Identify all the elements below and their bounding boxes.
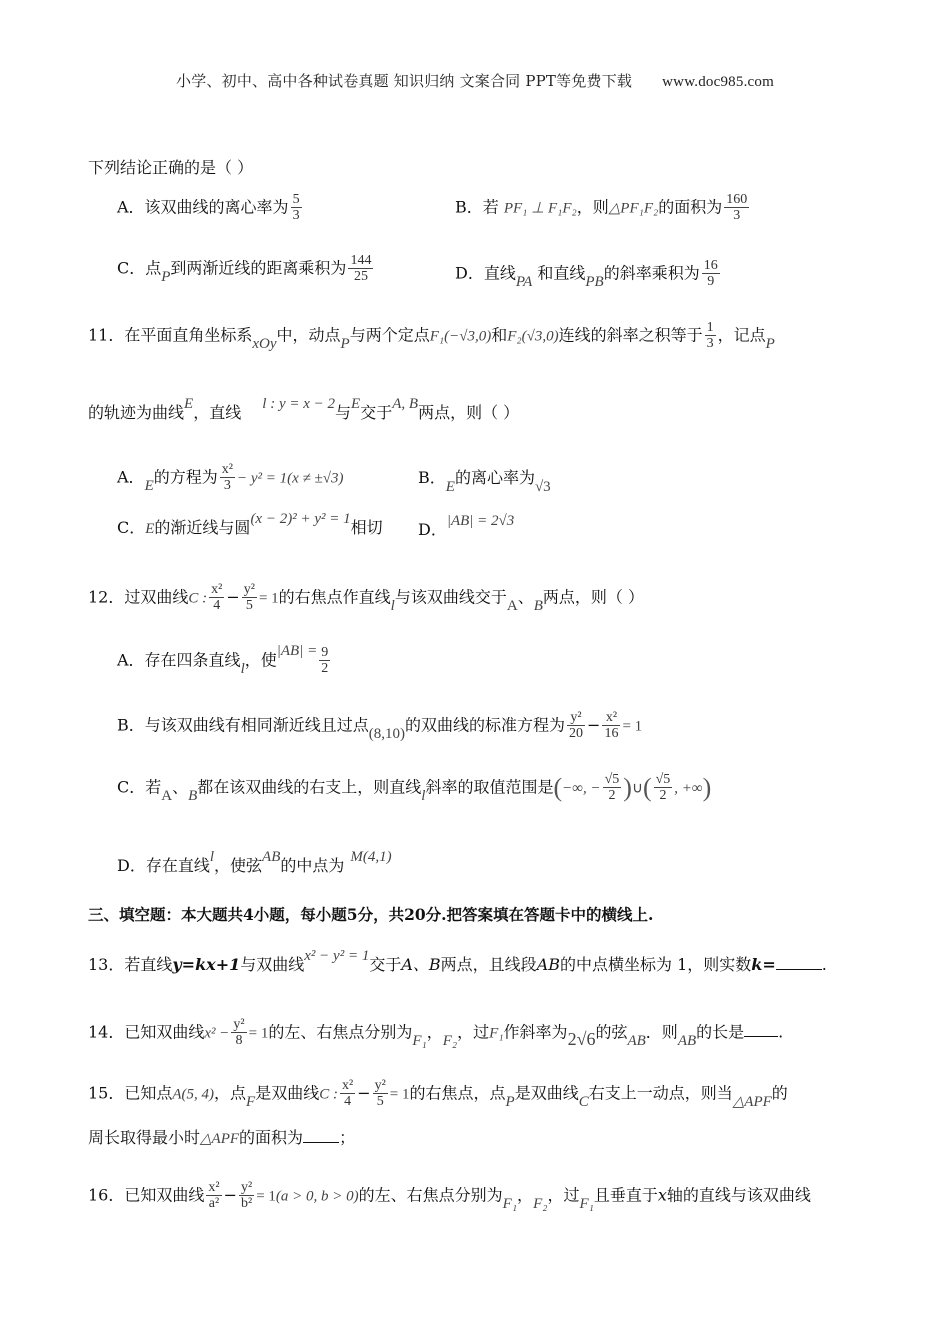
q14-answer-blank[interactable] (744, 1036, 778, 1037)
q11-option-a: A．E的方程为 $\frac{\text{x²}}{3}$ − y² = 1(x ≠ ±√3) (117, 462, 344, 495)
q15-answer-blank[interactable] (303, 1142, 339, 1143)
q10-option-a: A．该双曲线的离心率为 $\frac{5}{3}$ (117, 192, 300, 224)
q13: 13．若直线y=kx+1与双曲线x² − y² = 1交于A、B两点，且线段AB的中点横坐标为 1，则实数k= . (88, 948, 827, 974)
q12-option-b: B．与该双曲线有相同渐近线且过点(8,10)的双曲线的标准方程为 $\frac{\text{y²}}{20}$ − $\frac{\text{x²}}{16}$ = 1 (117, 710, 643, 743)
section-3-heading: 三、填空题：本大题共4小题，每小题5分，共20分.把答案填在答题卡中的横线上. (88, 905, 654, 924)
q11-option-c: C．E的渐近线与圆(x − 2)² + y² = 1相切 (117, 511, 383, 537)
q12-option-c: C．若A、B都在该双曲线的右支上，则直线l斜率的取值范围是(−∞, − $\frac{√5}{2}$ )∪( $\frac{√5}{2}$ , +∞) (117, 772, 712, 805)
q14: 14．已知双曲线x² − $\frac{\text{y²}}{8}$ = 1的左、右焦点分别为F₁，F₂，过F₁作斜率为2√6的弦AB．则AB的长是 . (88, 1017, 784, 1050)
q10-option-b: B．若 PF₁ ⊥ F₁F₂，则△PF₁F₂的面积为 $\frac{160}{3}$ (455, 192, 748, 224)
q11-option-b: B．E的离心率为√3 (418, 468, 551, 495)
q11-line1: 11．在平面直角坐标系xOy中，动点P与两个定点F₁(−√3,0)和F₂(√3,0)连线的斜率之积等于 $\frac{1}{3}$ ，记点P (88, 320, 775, 353)
q12-option-d: D．存在直线l，使弦AB的中点为 M(4,1) (117, 849, 392, 875)
page-header (0, 70, 950, 91)
q16: 16．已知双曲线 $\frac{\text{x²}}{\text{a²}}$ − $\frac{\text{y²}}{\text{b²}}$ = 1(a > 0, b > 0)的左、右焦点分别为F₁，F₂，过F₁且垂直于x轴的直线与该双曲线 (88, 1180, 811, 1213)
q15-line2: 周长取得最小时△APF的面积为 ； (88, 1128, 356, 1147)
q15-line1: 15．已知点A(5, 4)，点F是双曲线C : $\frac{\text{x²}}{4}$ − $\frac{\text{y²}}{5}$ = 1的右焦点，点P是双曲线C右支上一动点，则当△APF的 (88, 1078, 788, 1111)
q12-option-a: A．存在四条直线l，使|AB| = $\frac{9}{2}$ (117, 643, 329, 678)
q10-stem: 下列结论正确的是（ ） (88, 158, 254, 177)
q10-option-d: D．直线PA 和直线PB的斜率乘积为 $\frac{16}{9}$ (455, 258, 718, 291)
header-site-link[interactable]: www.doc985.com (662, 74, 774, 90)
q12-stem: 12．过双曲线C : $\frac{\text{x²}}{4}$ − $\frac{\text{y²}}{5}$ = 1的右焦点作直线l与该双曲线交于A、B两点，则（ ） (88, 582, 644, 615)
q13-answer-blank[interactable] (776, 969, 822, 970)
q11-line2: 的轨迹为曲线E，直线 l : y = x − 2与E交于A, B两点，则（ ） (88, 396, 520, 422)
q10-option-c: C．点P到两渐近线的距离乘积为 $\frac{144}{25}$ (117, 253, 372, 286)
header-text: 小学、初中、高中各种试卷真题 知识归纳 文案合同 PPT等免费下载 (176, 72, 633, 90)
q11-option-d: D．|AB| = 2√3 (418, 513, 515, 539)
